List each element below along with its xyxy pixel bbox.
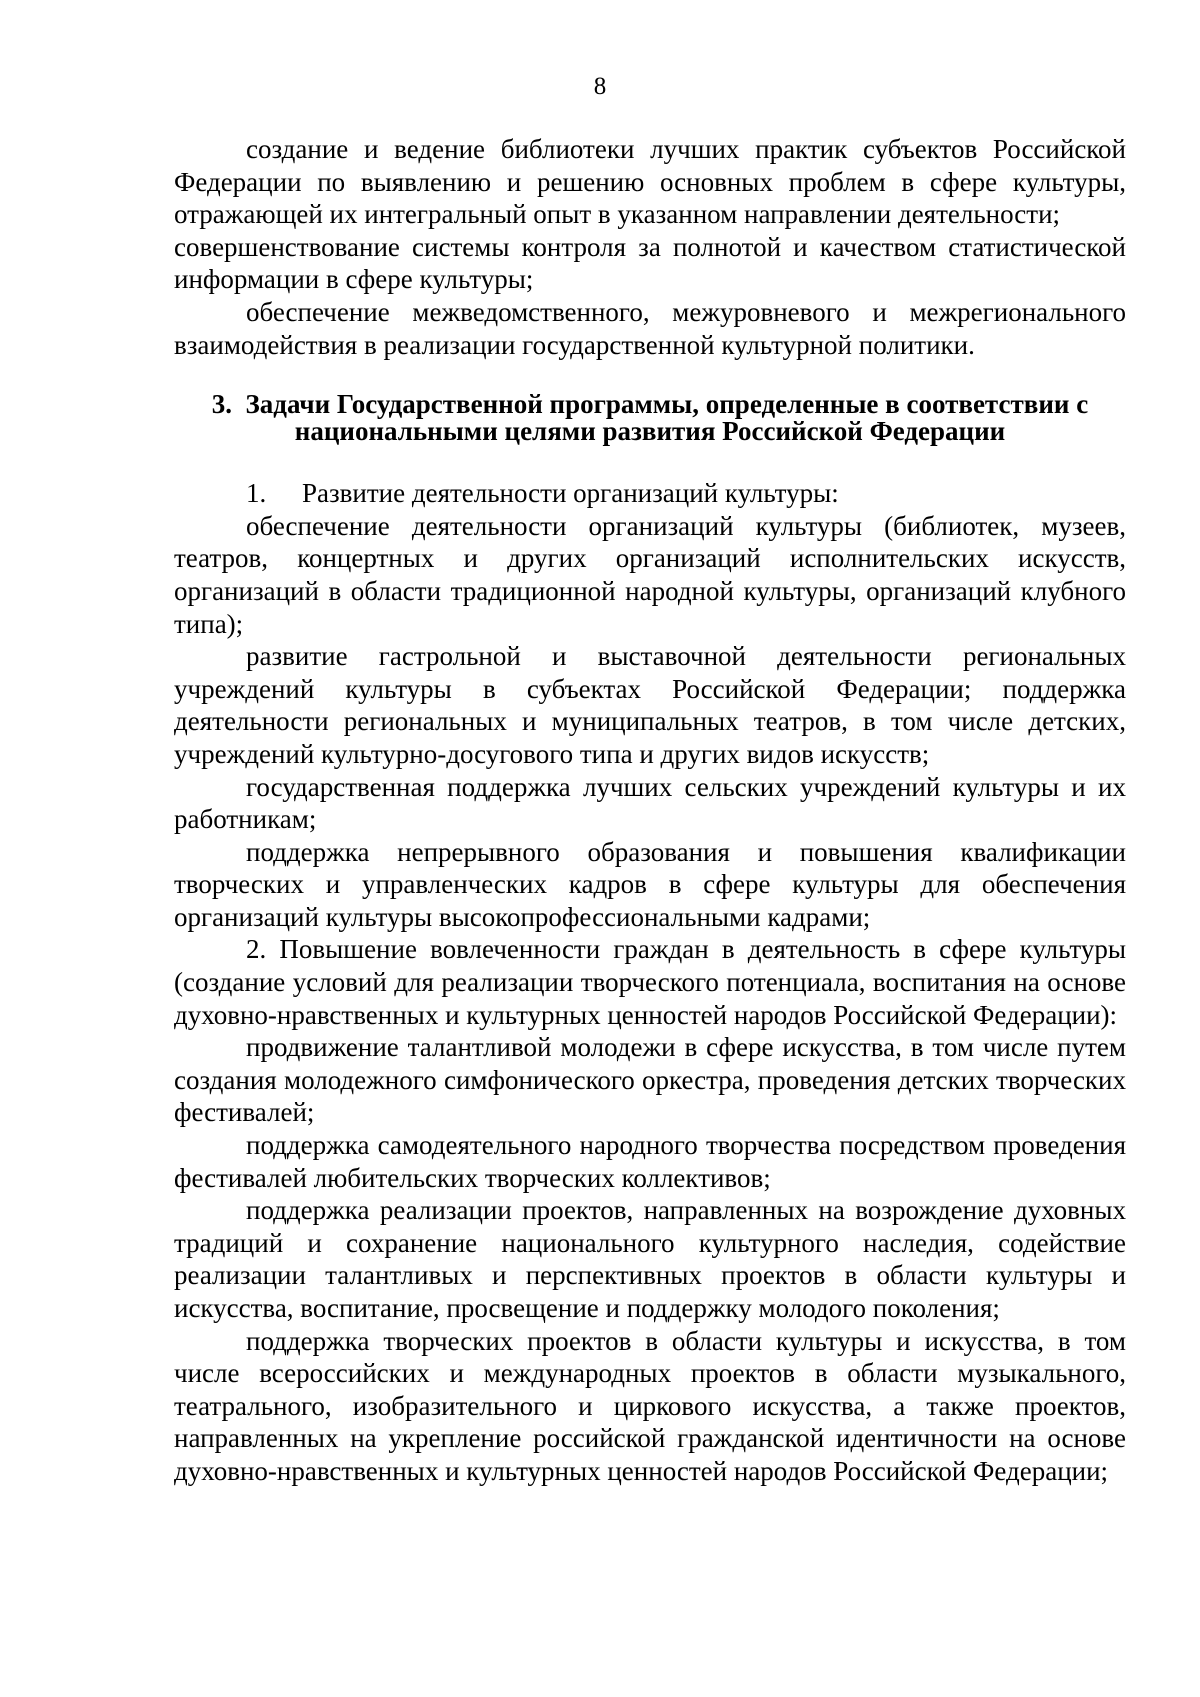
paragraph: обеспечение межведомственного, межуровневого и межрегионального взаимодействия в реализации государственной культурной политики. [174,296,1126,360]
list-item-label: Развитие деятельности организаций культуры: [302,478,839,509]
section-heading [174,391,1126,445]
page-number: 8 [593,73,607,100]
section-title-line-2: национальными целями развития Российской Федерации [294,416,1006,447]
list-item-heading [174,933,1126,1031]
list-item-number: 1. [246,478,267,509]
paragraph: совершенствование системы контроля за полнотой и качеством статистической информации в сфере культуры; [174,231,1126,295]
paragraph: поддержка непрерывного образования и повышения квалификации творческих и управленческих кадров в сфере культуры для обеспечения организаций культуры высокопрофессиональными кадрами; [174,836,1126,932]
section-heading-line-1 [174,391,1126,418]
paragraph: создание и ведение библиотеки лучших практик субъектов Российской Федерации по выявлению и решению основных проблем в сфере культуры, отражающей их интегральный опыт в указанном направлении деятельности; [174,134,1126,230]
paragraph: продвижение талантливой молодежи в сфере искусства, в том числе путем создания молодежного симфонического оркестра, проведения детских творческих фестивалей; [174,1032,1126,1128]
section-title-line-1: Задачи Государственной программы, определенные в соответствии с [245,389,1089,420]
paragraph: поддержка реализации проектов, направленных на возрождение духовных традиций и сохранение национального культурного наследия, содействие реализации талантливых и перспективных проектов в области культуры и искусства, воспитание, просвещение и поддержку молодого поколения; [174,1195,1126,1323]
paragraph: поддержка творческих проектов в области культуры и искусства, в том числе всероссийских и международных проектов в области музыкального, театрального, изобразительного и циркового искусства, а также проектов, направленных на укрепление российской гражданской идентичности на основе духовно-нравственных и культурных ценностей народов Российской Федерации; [174,1325,1126,1486]
list-item-continuation: (создание условий для реализации творческого потенциала, воспитания на основе духовно-нравственных и культурных ценностей народов Российской Федерации): [174,967,1126,1030]
section-number: 3. [211,389,233,420]
paragraph: поддержка самодеятельного народного творчества посредством проведения фестивалей любительских творческих коллективов; [174,1130,1126,1193]
list-item-label: 2. Повышение вовлеченности граждан в деятельность в сфере культуры [246,934,1126,965]
paragraph: государственная поддержка лучших сельских учреждений культуры и их работникам; [174,771,1126,835]
list-item-heading [174,477,1126,510]
paragraph: обеспечение деятельности организаций культуры (библиотек, музеев, театров, концертных и других организаций исполнительских искусств, организаций в области традиционной народной культуры, организаций клубного типа); [174,510,1126,639]
document-body [174,133,1126,1488]
paragraph: развитие гастрольной и выставочной деятельности региональных учреждений культуры в субъектах Российской Федерации; поддержка деятельности региональных и муниципальных театров, в том числе детских, учреждений культурно-досугового типа и других видов искусств; [174,641,1126,769]
